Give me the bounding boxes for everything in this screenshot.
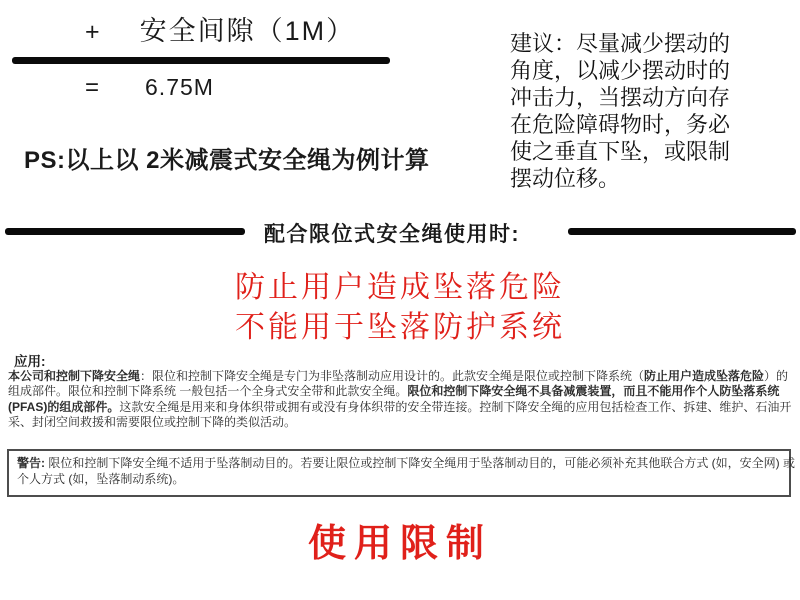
application-line: 组成部件。限位和控制下降系统 一般包括一个全身式安全带和此款安全绳。限位和控制下降安全绳不具备减震装置，而且不能用作个人防坠落系统 <box>8 384 780 399</box>
warning-line: 个人方式 (如，坠落制动系统)。 <box>17 471 185 486</box>
suggestion-line: 在危险障碍物时，务必 <box>510 112 731 137</box>
application-line: 本公司和控制下降安全绳：限位和控制下降安全绳是专门为非坠落制动应用设计的。此款安全绳是限位或控制下降系统（防止用户造成坠落危险）的 <box>8 369 789 383</box>
suggestion-line: 角度，以减少摆动时的 <box>510 58 731 83</box>
application-line: 采、封闭空间救援和需要限位或控制下降的类似活动。 <box>8 415 297 430</box>
formula-ps-note: PS:以上以 2米减震式安全绳为例计算 <box>24 147 430 174</box>
equals-sign: = <box>85 74 100 101</box>
formula-sum-line <box>12 57 390 64</box>
application-heading: 应用: <box>14 354 46 369</box>
divider-label: 配合限位式安全绳使用时: <box>264 223 520 246</box>
suggestion-line: 建议：尽量减少摆动的 <box>510 31 731 56</box>
formula-addend-row <box>85 9 355 48</box>
application-line: (PFAS)的组成部件。这款安全绳是用来和身体织带或拥有或没有身体织带的安全带连接。控制下降安全绳的应用包括检查工作、拆建、维护、石油开 <box>8 399 792 414</box>
divider-line-left <box>5 228 245 235</box>
red-warning-line2: 不能用于坠落防护系统 <box>235 311 565 344</box>
use-limitation-title: 使用限制 <box>307 523 492 565</box>
divider-line-right <box>568 228 796 235</box>
red-warning-headline <box>0 268 800 348</box>
warning-line: 警告: 限位和控制下降安全绳不适用于坠落制动目的。若要让限位或控制下降安全绳用于坠落制动目的，可能必须补充其他联合方式 (如，安全网) 或 <box>17 456 795 470</box>
swing-suggestion-note <box>510 30 798 192</box>
application-paragraph <box>8 369 798 431</box>
suggestion-line: 使之垂直下坠，或限制 <box>510 139 731 164</box>
safety-gap-label: 安全间隙（1M） <box>139 16 356 46</box>
plus-sign: + <box>85 18 100 46</box>
red-warning-line1: 防止用户造成坠落危险 <box>235 271 565 304</box>
warning-box <box>7 449 795 497</box>
formula-result-value: 6.75M <box>145 74 214 100</box>
suggestion-line: 摆动位移。 <box>510 166 621 191</box>
suggestion-line: 冲击力，当摆动方向存 <box>510 85 731 110</box>
formula-result-row <box>85 74 214 102</box>
